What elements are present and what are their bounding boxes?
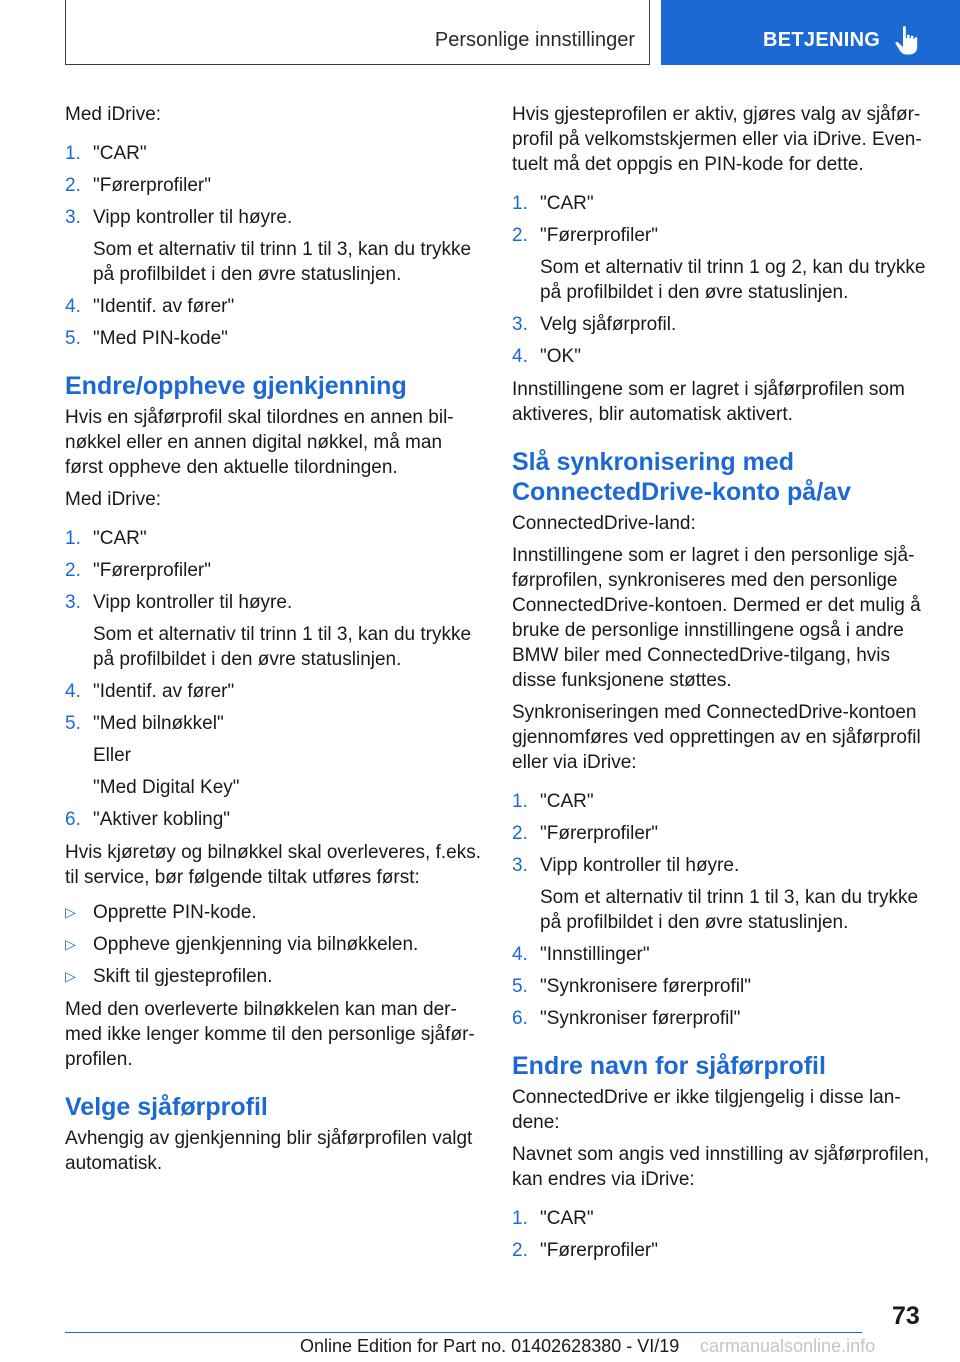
left-column	[65, 102, 483, 1183]
list-item	[512, 1206, 932, 1231]
step-text: "Førerprofiler"	[540, 823, 658, 844]
list-item	[65, 711, 483, 800]
paragraph: Synkroniseringen med ConnectedDrive-kontoen gjennomføres ved opprettingen av en sjåførprofil eller via iDrive:	[512, 702, 921, 773]
list-item	[65, 294, 483, 319]
step-text: "CAR"	[540, 1208, 594, 1229]
step-number: 5.	[65, 328, 81, 349]
step-text: Vipp kontroller til høyre.	[93, 592, 293, 613]
step-text: "Synkronisere førerprofil"	[540, 976, 751, 997]
step-text: "Synkroniser førerprofil"	[540, 1008, 741, 1029]
step-text: "CAR"	[93, 143, 147, 164]
step-note: Som et alternativ til trinn 1 og 2, kan du trykke på profilbildet i den øvre statuslinjen.	[540, 257, 926, 303]
steps-list	[65, 141, 483, 351]
bullet-list	[65, 900, 483, 989]
paragraph: ConnectedDrive er ikke tilgjengelig i disse landene:	[512, 1087, 901, 1133]
heading-sync: Slå synkronisering med ConnectedDrive-konto på/av	[512, 448, 851, 506]
page-number: 73	[892, 1302, 920, 1330]
list-item	[512, 974, 932, 999]
step-number: 5.	[512, 976, 528, 997]
step-text: "CAR"	[540, 193, 594, 214]
brand-watermark: carmanualsonline.info	[700, 1336, 876, 1356]
paragraph: Med iDrive:	[65, 489, 162, 510]
step-text: "Førerprofiler"	[93, 175, 211, 196]
step-number: 2.	[512, 225, 528, 246]
step-text: "Aktiver kobling"	[93, 809, 231, 830]
step-note: Eller	[93, 745, 132, 766]
list-item	[65, 964, 483, 989]
step-number: 2.	[65, 175, 81, 196]
list-item	[512, 1006, 932, 1031]
step-text: Velg sjåførprofil.	[540, 314, 677, 335]
step-number: 1.	[512, 1208, 528, 1229]
step-note: Som et alternativ til trinn 1 til 3, kan du trykke på profilbildet i den øvre statuslinjen.	[93, 239, 472, 285]
list-item	[65, 526, 483, 551]
bullet-text: Oppheve gjenkjenning via bilnøkkelen.	[93, 934, 419, 955]
list-item	[512, 191, 932, 216]
edition-text: Online Edition for Part no. 01402628380 - VI/19	[300, 1336, 680, 1356]
step-number: 1.	[65, 528, 81, 549]
header-title: Personlige innstillinger	[434, 29, 635, 51]
step-number: 2.	[65, 560, 81, 581]
step-text: "OK"	[540, 346, 581, 367]
step-text: "Førerprofiler"	[93, 560, 211, 581]
step-number: 1.	[65, 143, 81, 164]
paragraph: Med den overleverte bilnøkkelen kan man dermed ikke lenger komme til den personlige sjåførprofilen.	[65, 999, 475, 1070]
bullet-text: Opprette PIN-kode.	[93, 902, 257, 923]
step-number: 3.	[65, 207, 81, 228]
step-text: Vipp kontroller til høyre.	[540, 855, 740, 876]
steps-list	[512, 789, 932, 1031]
list-item	[65, 141, 483, 166]
step-text: "CAR"	[540, 791, 594, 812]
steps-list	[512, 1206, 932, 1263]
step-text: "Førerprofiler"	[540, 1240, 658, 1261]
heading-rename-profile: Endre navn for sjåførprofil	[512, 1052, 826, 1080]
step-number: 3.	[512, 855, 528, 876]
list-item	[65, 326, 483, 351]
step-number: 4.	[65, 296, 81, 317]
step-text: "Med PIN-kode"	[93, 328, 228, 349]
list-item	[512, 789, 932, 814]
step-note: Som et alternativ til trinn 1 til 3, kan du trykke på profilbildet i den øvre statuslinjen.	[93, 624, 472, 670]
section-tab[interactable]	[661, 0, 960, 65]
list-item	[512, 821, 932, 846]
step-number: 5.	[65, 713, 81, 734]
heading-select-profile: Velge sjåførprofil	[65, 1093, 268, 1121]
paragraph: Avhengig av gjenkjenning blir sjåførprofilen valgt automatisk.	[65, 1128, 473, 1174]
step-number: 4.	[512, 944, 528, 965]
section-tab-label: BETJENING	[763, 29, 881, 51]
step-note: "Med Digital Key"	[93, 777, 240, 798]
step-text: "Førerprofiler"	[540, 225, 658, 246]
bullet-triangle-icon: ▷	[65, 936, 76, 952]
steps-list	[512, 191, 932, 369]
paragraph: Navnet som angis ved innstilling av sjåførprofilen, kan endres via iDrive:	[512, 1144, 930, 1190]
list-item	[65, 807, 483, 832]
step-number: 1.	[512, 791, 528, 812]
header-title-box	[65, 0, 650, 65]
step-number: 2.	[512, 1240, 528, 1261]
step-text: "Med bilnøkkel"	[93, 713, 224, 734]
list-item	[65, 679, 483, 704]
list-item	[512, 312, 932, 337]
heading-change-recognition: Endre/oppheve gjenkjenning	[65, 372, 407, 400]
list-item	[512, 344, 932, 369]
list-item	[512, 223, 932, 305]
steps-list	[65, 526, 483, 832]
list-item	[65, 932, 483, 957]
step-number: 6.	[65, 809, 81, 830]
step-number: 6.	[512, 1008, 528, 1029]
step-number: 3.	[512, 314, 528, 335]
step-text: "Innstillinger"	[540, 944, 650, 965]
list-item	[65, 558, 483, 583]
step-text: Vipp kontroller til høyre.	[93, 207, 293, 228]
list-item	[65, 173, 483, 198]
list-item	[65, 900, 483, 925]
list-item	[512, 942, 932, 967]
step-number: 4.	[512, 346, 528, 367]
intro-text: Med iDrive:	[65, 104, 162, 125]
step-number: 4.	[65, 681, 81, 702]
step-text: "Identif. av fører"	[93, 296, 235, 317]
list-item	[65, 205, 483, 287]
bullet-text: Skift til gjesteprofilen.	[93, 966, 273, 987]
list-item	[65, 590, 483, 672]
bullet-triangle-icon: ▷	[65, 904, 76, 920]
step-text: "Identif. av fører"	[93, 681, 235, 702]
footer-divider	[65, 1332, 862, 1333]
paragraph: Hvis gjesteprofilen er aktiv, gjøres valg av sjåførprofil på velkomstskjermen eller via iDrive. Eventuelt må det oppgis en PIN-kode for dette.	[512, 104, 922, 175]
hand-pointer-icon	[894, 25, 920, 55]
step-number: 1.	[512, 193, 528, 214]
step-number: 3.	[65, 592, 81, 613]
paragraph: Innstillingene som er lagret i sjåførprofilen som aktiveres, blir automatisk aktivert.	[512, 379, 905, 425]
right-column	[512, 102, 932, 1271]
step-note: Som et alternativ til trinn 1 til 3, kan du trykke på profilbildet i den øvre statuslinjen.	[540, 887, 919, 933]
paragraph: ConnectedDrive-land:	[512, 513, 696, 534]
step-number: 2.	[512, 823, 528, 844]
paragraph: Innstillingene som er lagret i den personlige sjåførprofilen, synkroniseres med den personlige ConnectedDrive-kontoen. Dermed er det mulig å bruke de personlige innstillingene også i andre BMW biler med ConnectedDrive-tilgang, hvis disse funksjonene støttes.	[512, 545, 921, 691]
paragraph: Hvis kjøretøy og bilnøkkel skal overleveres, f.eks. til service, bør følgende tiltak utføres først:	[65, 842, 482, 888]
bullet-triangle-icon: ▷	[65, 968, 76, 984]
list-item	[512, 853, 932, 935]
step-text: "CAR"	[93, 528, 147, 549]
paragraph: Hvis en sjåførprofil skal tilordnes en annen bilnøkkel eller en annen digital nøkkel, må man først oppheve den aktuelle tilordningen.	[65, 407, 454, 478]
list-item	[512, 1238, 932, 1263]
